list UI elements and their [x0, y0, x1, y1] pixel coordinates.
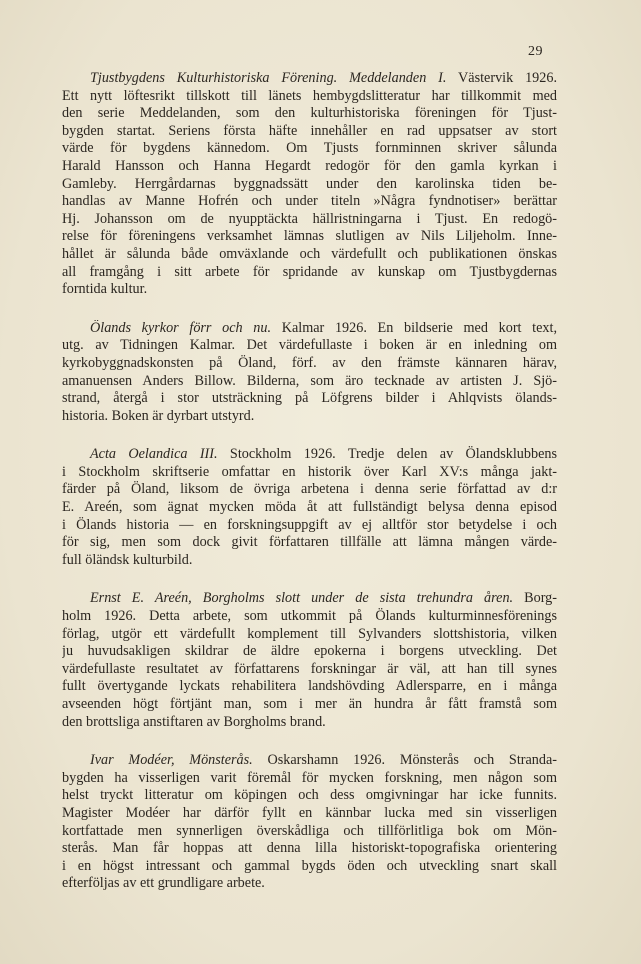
review-entry [62, 446, 557, 569]
book-title: Ernst E. Areén, Borgholms slott under de sista trehundra åren. [90, 590, 514, 607]
text-segment: Västervik 1926. [446, 70, 557, 86]
text-segment: kyrkobyggnadskonsten på Öland, förf. av den främste kännaren härav, [62, 354, 557, 371]
text-segment: holm 1926. Detta arbete, som utkommit på Ölands kulturminnesförenings [62, 608, 557, 625]
text-line [62, 105, 557, 123]
review-heading-line [62, 752, 557, 770]
text-line [62, 787, 557, 805]
text-line [62, 805, 557, 823]
book-title: Ölands kyrkor förr och nu. [90, 319, 272, 336]
text-segment: strand, återgå i stor utsträckning på Löfgrens bilder i Ahlqvists ölands- [62, 390, 557, 407]
review-entry [62, 590, 557, 731]
text-segment: all framgång i sitt arbete för spridande av kunskap om Tjustbygdernas [62, 263, 557, 280]
text-segment: färder på Öland, liksom de övriga arbetena i denna serie författad av d:r [62, 481, 557, 498]
text-line [62, 373, 557, 391]
review-entry [62, 70, 557, 299]
review-heading-line [62, 446, 557, 464]
book-title: Ivar Modéer, Mönsterås. [90, 752, 253, 769]
text-segment: sterås. Man får hoppas att denna lilla historiskt-topografiska orientering [62, 840, 557, 857]
text-line [62, 211, 557, 229]
text-segment: den serie Meddelanden, som den kulturhistoriska föreningen för Tjust- [62, 105, 557, 122]
text-segment: värde för bygdens kännedom. Om Tjusts fornminnen skriver sålunda [62, 140, 557, 157]
text-line [62, 88, 557, 106]
text-line [62, 390, 557, 408]
text-line [62, 626, 557, 644]
text-line [62, 840, 557, 858]
text-line [62, 281, 557, 299]
text-segment: hållet är sålunda både omväxlande och värdefullt och publikationen önskas [62, 245, 557, 262]
review-heading-line [62, 70, 557, 88]
text-segment: förlag, utgör ett värdefullt komplement till Sylvanders slottshistoria, vilken [62, 625, 557, 642]
text-segment: handlas av Manne Hofrén och under titeln »Några fyndnotiser» berättar [62, 193, 557, 210]
text-line [62, 246, 557, 264]
text-segment: i en högst intressant och gammal bygds öden och utveckling snart skall [62, 857, 557, 874]
text-line [62, 608, 557, 626]
text-segment: amanuensen Anders Billow. Bilderna, som äro tecknade av artisten J. Sjö- [62, 372, 557, 389]
review-entry [62, 320, 557, 426]
text-segment: full öländsk kulturbild. [62, 551, 193, 568]
text-segment: Gamleby. Herrgårdarnas byggnadssätt under den karolinska tiden be- [62, 175, 557, 192]
text-line [62, 643, 557, 661]
text-segment: Stockholm 1926. Tredje delen av Ölandsklubbens [217, 446, 557, 463]
review-list [62, 70, 557, 893]
text-line [62, 661, 557, 679]
text-segment: relse för föreningens verksamhet lämnas slutligen av Nils Liljeholm. Inne- [62, 228, 557, 245]
text-segment: utg. av Tidningen Kalmar. Det värdefullaste i boken är en inledning om [62, 337, 557, 354]
text-line [62, 140, 557, 158]
text-segment: efterföljas av ett grundligare arbete. [62, 875, 265, 892]
text-segment: bygden startat. Seriens första häfte innehåller en rad uppsatser av stort [62, 122, 557, 139]
text-segment: Hj. Johansson om de nyupptäckta hällristningarna i Tjust. En redogö- [62, 210, 557, 227]
text-segment: forntida kultur. [62, 281, 148, 298]
text-line [62, 858, 557, 876]
text-segment: historia. Boken är dyrbart utstyrd. [62, 407, 255, 424]
page-number: 29 [528, 44, 543, 59]
text-segment: i Stockholm skriftserie omfattar en historik över Karl XV:s många jakt- [62, 463, 557, 480]
text-segment: helst tryckt litteratur om köpingen och dess omgivningar har icke funnits. [62, 787, 557, 804]
text-line [62, 875, 557, 893]
text-line [62, 517, 557, 535]
text-segment: kortfattade men synnerligen överskådliga och tillförlitliga bok om Mön- [62, 822, 557, 839]
text-segment: den brottsliga anstiftaren av Borgholms brand. [62, 713, 326, 730]
text-line [62, 552, 557, 570]
text-line [62, 228, 557, 246]
text-line [62, 158, 557, 176]
book-title: Acta Oelandica III. [90, 446, 218, 463]
review-entry [62, 752, 557, 893]
text-line [62, 355, 557, 373]
text-segment: E. Areén, som ägnat mycken möda åt att fullständigt belysa denna episod [62, 499, 557, 516]
text-segment: ju huvudsakligen skildrar de äldre epokerna i borgens utveckling. Det [62, 643, 557, 660]
text-segment: värdefullaste resultatet av författarens forskningar är väl, att han till synes [62, 660, 557, 677]
review-heading-line [62, 320, 557, 338]
text-segment: Borg- [513, 590, 557, 607]
text-segment: Kalmar 1926. En bildserie med kort text, [271, 319, 557, 336]
text-line [62, 481, 557, 499]
text-segment: bygden ha visserligen varit föremål för mycken forskning, men någon som [62, 769, 557, 786]
text-segment: i Ölands historia — en forskningsuppgift av ej alltför stor betydelse i och [62, 516, 557, 533]
book-title: Tjustbygdens Kulturhistoriska Förening. Meddelanden I. [90, 70, 447, 86]
text-segment: Harald Hansson och Hanna Hegardt redogör för den gamla kyrkan i [62, 157, 557, 174]
text-line [62, 823, 557, 841]
text-line [62, 176, 557, 194]
text-segment: för sig, men som dock givit författaren tillfälle att lämna mången värde- [62, 534, 557, 551]
text-line [62, 770, 557, 788]
review-heading-line [62, 590, 557, 608]
text-segment: Ett nytt löftesrikt tillskott till länets hembygdslitteratur har tillkommit med [62, 87, 557, 104]
text-line [62, 678, 557, 696]
text-line [62, 123, 557, 141]
text-line [62, 499, 557, 517]
text-line [62, 264, 557, 282]
text-segment: avseenden högt förtjänt man, som i mer än hundra år fått framstå som [62, 696, 557, 712]
text-line [62, 534, 557, 552]
text-line [62, 337, 557, 355]
text-line [62, 193, 557, 211]
text-line [62, 408, 557, 426]
text-segment: Magister Modéer har därför fyllt en kännbar lucka med sin visserligen [62, 804, 557, 821]
text-segment: Oskarshamn 1926. Mönsterås och Stranda- [252, 752, 557, 769]
text-line [62, 696, 557, 714]
text-line [62, 464, 557, 482]
text-segment: fullt övertygande lyckats rehabilitera landshövding Adlersparre, en i många [62, 678, 557, 695]
text-line [62, 714, 557, 732]
